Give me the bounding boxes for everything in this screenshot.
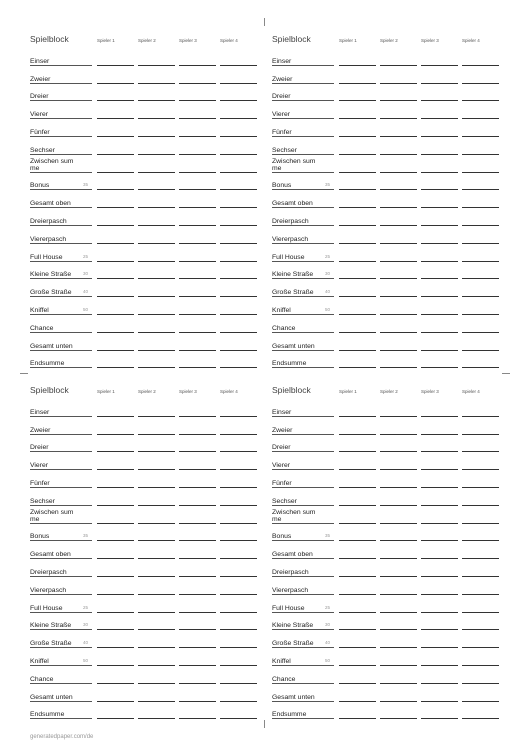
row-label: Einser xyxy=(272,408,292,416)
row-label: Dreier xyxy=(30,444,49,452)
row-label: Viererpasch xyxy=(272,235,309,243)
row-label: Dreierpasch xyxy=(30,217,67,225)
row-points: 25 xyxy=(324,253,330,259)
row-label: Dreierpasch xyxy=(30,568,67,576)
row-label: Gesamt oben xyxy=(272,551,313,559)
row-label: Fünfer xyxy=(30,479,50,487)
row-label: Sechser xyxy=(30,497,55,505)
row-label: Kniffel xyxy=(30,657,49,665)
row-label: Kleine Straße xyxy=(30,622,72,630)
fold-mark-top xyxy=(264,18,265,26)
score-row xyxy=(30,333,255,351)
score-cell[interactable] xyxy=(462,718,499,719)
score-row xyxy=(272,173,497,191)
fold-mark-bottom xyxy=(264,720,265,728)
score-row xyxy=(30,630,255,648)
score-row xyxy=(30,470,255,488)
score-row xyxy=(272,666,497,684)
score-row xyxy=(272,297,497,315)
score-cell[interactable] xyxy=(97,718,134,719)
score-row xyxy=(30,173,255,191)
score-row xyxy=(272,506,497,524)
row-label: Chance xyxy=(30,675,54,683)
row-points: 25 xyxy=(324,604,330,610)
row-label: Gesamt oben xyxy=(272,200,313,208)
row-label: Bonus xyxy=(30,182,50,190)
score-row xyxy=(272,262,497,280)
score-cell[interactable] xyxy=(339,718,376,719)
row-label: Viererpasch xyxy=(30,235,67,243)
row-label: Endsumme xyxy=(272,711,307,719)
score-cell[interactable] xyxy=(220,367,257,368)
row-label: Vierer xyxy=(30,111,49,119)
row-points: 30 xyxy=(324,271,330,277)
score-row xyxy=(272,435,497,453)
row-label: Dreierpasch xyxy=(272,568,309,576)
score-cell[interactable] xyxy=(97,367,134,368)
row-points: 30 xyxy=(324,622,330,628)
player-column-header: Spieler 1 xyxy=(339,38,357,43)
score-row xyxy=(272,452,497,470)
sheet-header xyxy=(272,34,497,48)
score-cell[interactable] xyxy=(179,718,216,719)
score-row xyxy=(272,84,497,102)
player-column-header: Spieler 4 xyxy=(220,38,238,43)
row-points: 35 xyxy=(324,533,330,539)
score-cell[interactable] xyxy=(462,367,499,368)
score-cell[interactable] xyxy=(138,718,175,719)
row-label: Dreier xyxy=(272,444,291,452)
score-row xyxy=(30,399,255,417)
row-points: 40 xyxy=(82,289,88,295)
score-row xyxy=(272,630,497,648)
score-row xyxy=(272,559,497,577)
player-column-header: Spieler 3 xyxy=(421,389,439,394)
score-row xyxy=(30,351,255,369)
score-sheet xyxy=(272,385,497,721)
score-cell[interactable] xyxy=(421,718,458,719)
row-label: Zwischen summe xyxy=(30,157,74,172)
score-row xyxy=(30,595,255,613)
row-label: Große Straße xyxy=(272,289,314,297)
score-sheet xyxy=(30,34,255,370)
row-label: Endsumme xyxy=(272,360,307,368)
player-column-header: Spieler 4 xyxy=(220,389,238,394)
score-cell[interactable] xyxy=(220,718,257,719)
sheet-title: Spielblock xyxy=(272,385,311,395)
row-label: Bonus xyxy=(30,533,50,541)
row-label: Gesamt unten xyxy=(272,693,315,701)
score-row xyxy=(272,541,497,559)
player-column-header: Spieler 3 xyxy=(179,38,197,43)
row-label: Fünfer xyxy=(30,128,50,136)
row-label: Full House xyxy=(272,253,305,261)
score-row xyxy=(272,208,497,226)
row-label: Chance xyxy=(272,324,296,332)
row-label: Fünfer xyxy=(272,128,292,136)
player-column-header: Spieler 3 xyxy=(179,389,197,394)
row-label: Gesamt unten xyxy=(30,342,73,350)
score-row xyxy=(272,684,497,702)
score-row xyxy=(272,279,497,297)
score-row xyxy=(30,315,255,333)
row-points: 50 xyxy=(82,306,88,312)
footer-url: generatedpaper.com/de xyxy=(30,734,94,740)
fold-mark-left xyxy=(20,373,28,374)
row-label: Bonus xyxy=(272,533,292,541)
player-column-header: Spieler 4 xyxy=(462,38,480,43)
row-label: Zweier xyxy=(272,75,293,83)
row-label: Chance xyxy=(30,324,54,332)
score-row xyxy=(272,470,497,488)
row-label: Gesamt unten xyxy=(30,693,73,701)
row-label: Viererpasch xyxy=(272,586,309,594)
score-cell[interactable] xyxy=(179,367,216,368)
row-label: Einser xyxy=(272,57,292,65)
score-row xyxy=(30,577,255,595)
row-label: Kleine Straße xyxy=(30,271,72,279)
row-label: Zweier xyxy=(30,426,51,434)
score-row xyxy=(272,351,497,369)
row-label: Zweier xyxy=(272,426,293,434)
score-row xyxy=(30,155,255,173)
score-row xyxy=(30,226,255,244)
row-points: 25 xyxy=(82,604,88,610)
sheet-title: Spielblock xyxy=(30,385,69,395)
score-row xyxy=(272,48,497,66)
row-label: Vierer xyxy=(272,462,291,470)
row-points: 50 xyxy=(324,657,330,663)
row-label: Zwischen summe xyxy=(30,508,74,523)
score-row xyxy=(30,297,255,315)
row-points: 35 xyxy=(324,182,330,188)
player-column-header: Spieler 1 xyxy=(97,38,115,43)
score-sheet xyxy=(30,385,255,721)
score-row xyxy=(272,244,497,262)
score-row xyxy=(272,648,497,666)
score-cell[interactable] xyxy=(421,367,458,368)
row-label-line xyxy=(30,718,92,719)
row-label: Kniffel xyxy=(272,306,291,314)
player-column-header: Spieler 2 xyxy=(138,389,156,394)
score-cell[interactable] xyxy=(380,718,417,719)
score-row xyxy=(272,226,497,244)
score-cell[interactable] xyxy=(138,367,175,368)
score-row xyxy=(30,559,255,577)
score-cell[interactable] xyxy=(380,367,417,368)
row-label: Gesamt unten xyxy=(272,342,315,350)
row-points: 30 xyxy=(82,622,88,628)
row-label-line xyxy=(272,367,334,368)
row-label: Sechser xyxy=(272,497,297,505)
sheet-header xyxy=(272,385,497,399)
score-row xyxy=(30,48,255,66)
row-points: 35 xyxy=(82,533,88,539)
row-label: Kleine Straße xyxy=(272,271,314,279)
score-row xyxy=(272,595,497,613)
row-points: 40 xyxy=(324,289,330,295)
row-label: Full House xyxy=(30,604,63,612)
score-row xyxy=(272,137,497,155)
row-label: Kniffel xyxy=(30,306,49,314)
row-points: 50 xyxy=(82,657,88,663)
row-label: Gesamt oben xyxy=(30,200,71,208)
row-label: Full House xyxy=(272,604,305,612)
row-label: Kleine Straße xyxy=(272,622,314,630)
score-cell[interactable] xyxy=(339,367,376,368)
score-sheet xyxy=(272,34,497,370)
score-row xyxy=(30,119,255,137)
score-row xyxy=(30,190,255,208)
row-label: Dreier xyxy=(30,93,49,101)
row-points: 30 xyxy=(82,271,88,277)
score-row xyxy=(30,488,255,506)
score-row xyxy=(30,452,255,470)
row-points: 40 xyxy=(82,640,88,646)
score-row xyxy=(30,702,255,720)
player-column-header: Spieler 3 xyxy=(421,38,439,43)
sheet-header xyxy=(30,34,255,48)
row-label: Vierer xyxy=(272,111,291,119)
player-column-header: Spieler 2 xyxy=(380,389,398,394)
row-points: 40 xyxy=(324,640,330,646)
score-row xyxy=(30,417,255,435)
score-row xyxy=(272,333,497,351)
score-row xyxy=(272,155,497,173)
row-label: Vierer xyxy=(30,462,49,470)
score-row xyxy=(30,262,255,280)
row-label-line xyxy=(30,367,92,368)
row-label: Dreierpasch xyxy=(272,217,309,225)
score-row xyxy=(272,524,497,542)
row-points: 25 xyxy=(82,253,88,259)
score-row xyxy=(30,684,255,702)
score-row xyxy=(30,208,255,226)
row-label: Kniffel xyxy=(272,657,291,665)
row-label: Zwischen summe xyxy=(272,157,316,172)
score-row xyxy=(30,506,255,524)
score-row xyxy=(272,315,497,333)
row-label: Sechser xyxy=(272,146,297,154)
row-label: Sechser xyxy=(30,146,55,154)
score-row xyxy=(30,244,255,262)
row-label: Viererpasch xyxy=(30,586,67,594)
fold-mark-right xyxy=(502,373,510,374)
score-row xyxy=(30,66,255,84)
score-row xyxy=(272,66,497,84)
score-row xyxy=(272,417,497,435)
score-row xyxy=(30,435,255,453)
row-label: Fünfer xyxy=(272,479,292,487)
score-row xyxy=(30,84,255,102)
row-label: Bonus xyxy=(272,182,292,190)
row-label: Große Straße xyxy=(272,640,314,648)
player-column-header: Spieler 1 xyxy=(339,389,357,394)
row-label: Große Straße xyxy=(30,640,72,648)
score-row xyxy=(272,613,497,631)
row-label: Full House xyxy=(30,253,63,261)
player-column-header: Spieler 2 xyxy=(380,38,398,43)
score-row xyxy=(30,137,255,155)
row-label: Einser xyxy=(30,408,50,416)
row-label: Dreier xyxy=(272,93,291,101)
score-row xyxy=(272,190,497,208)
score-row xyxy=(30,666,255,684)
player-column-header: Spieler 1 xyxy=(97,389,115,394)
row-points: 35 xyxy=(82,182,88,188)
score-row xyxy=(30,279,255,297)
score-row xyxy=(272,399,497,417)
row-label-line xyxy=(272,718,334,719)
row-label: Einser xyxy=(30,57,50,65)
row-label: Chance xyxy=(272,675,296,683)
row-label: Große Straße xyxy=(30,289,72,297)
row-label: Gesamt oben xyxy=(30,551,71,559)
score-row xyxy=(30,101,255,119)
score-row xyxy=(272,702,497,720)
score-row xyxy=(272,488,497,506)
player-column-header: Spieler 4 xyxy=(462,389,480,394)
score-row xyxy=(272,577,497,595)
score-row xyxy=(30,648,255,666)
score-row xyxy=(272,119,497,137)
row-label: Endsumme xyxy=(30,711,65,719)
row-points: 50 xyxy=(324,306,330,312)
score-row xyxy=(272,101,497,119)
row-label: Zweier xyxy=(30,75,51,83)
score-row xyxy=(30,541,255,559)
score-row xyxy=(30,613,255,631)
score-row xyxy=(30,524,255,542)
player-column-header: Spieler 2 xyxy=(138,38,156,43)
sheet-title: Spielblock xyxy=(272,34,311,44)
sheet-header xyxy=(30,385,255,399)
row-label: Endsumme xyxy=(30,360,65,368)
sheet-title: Spielblock xyxy=(30,34,69,44)
row-label: Zwischen summe xyxy=(272,508,316,523)
